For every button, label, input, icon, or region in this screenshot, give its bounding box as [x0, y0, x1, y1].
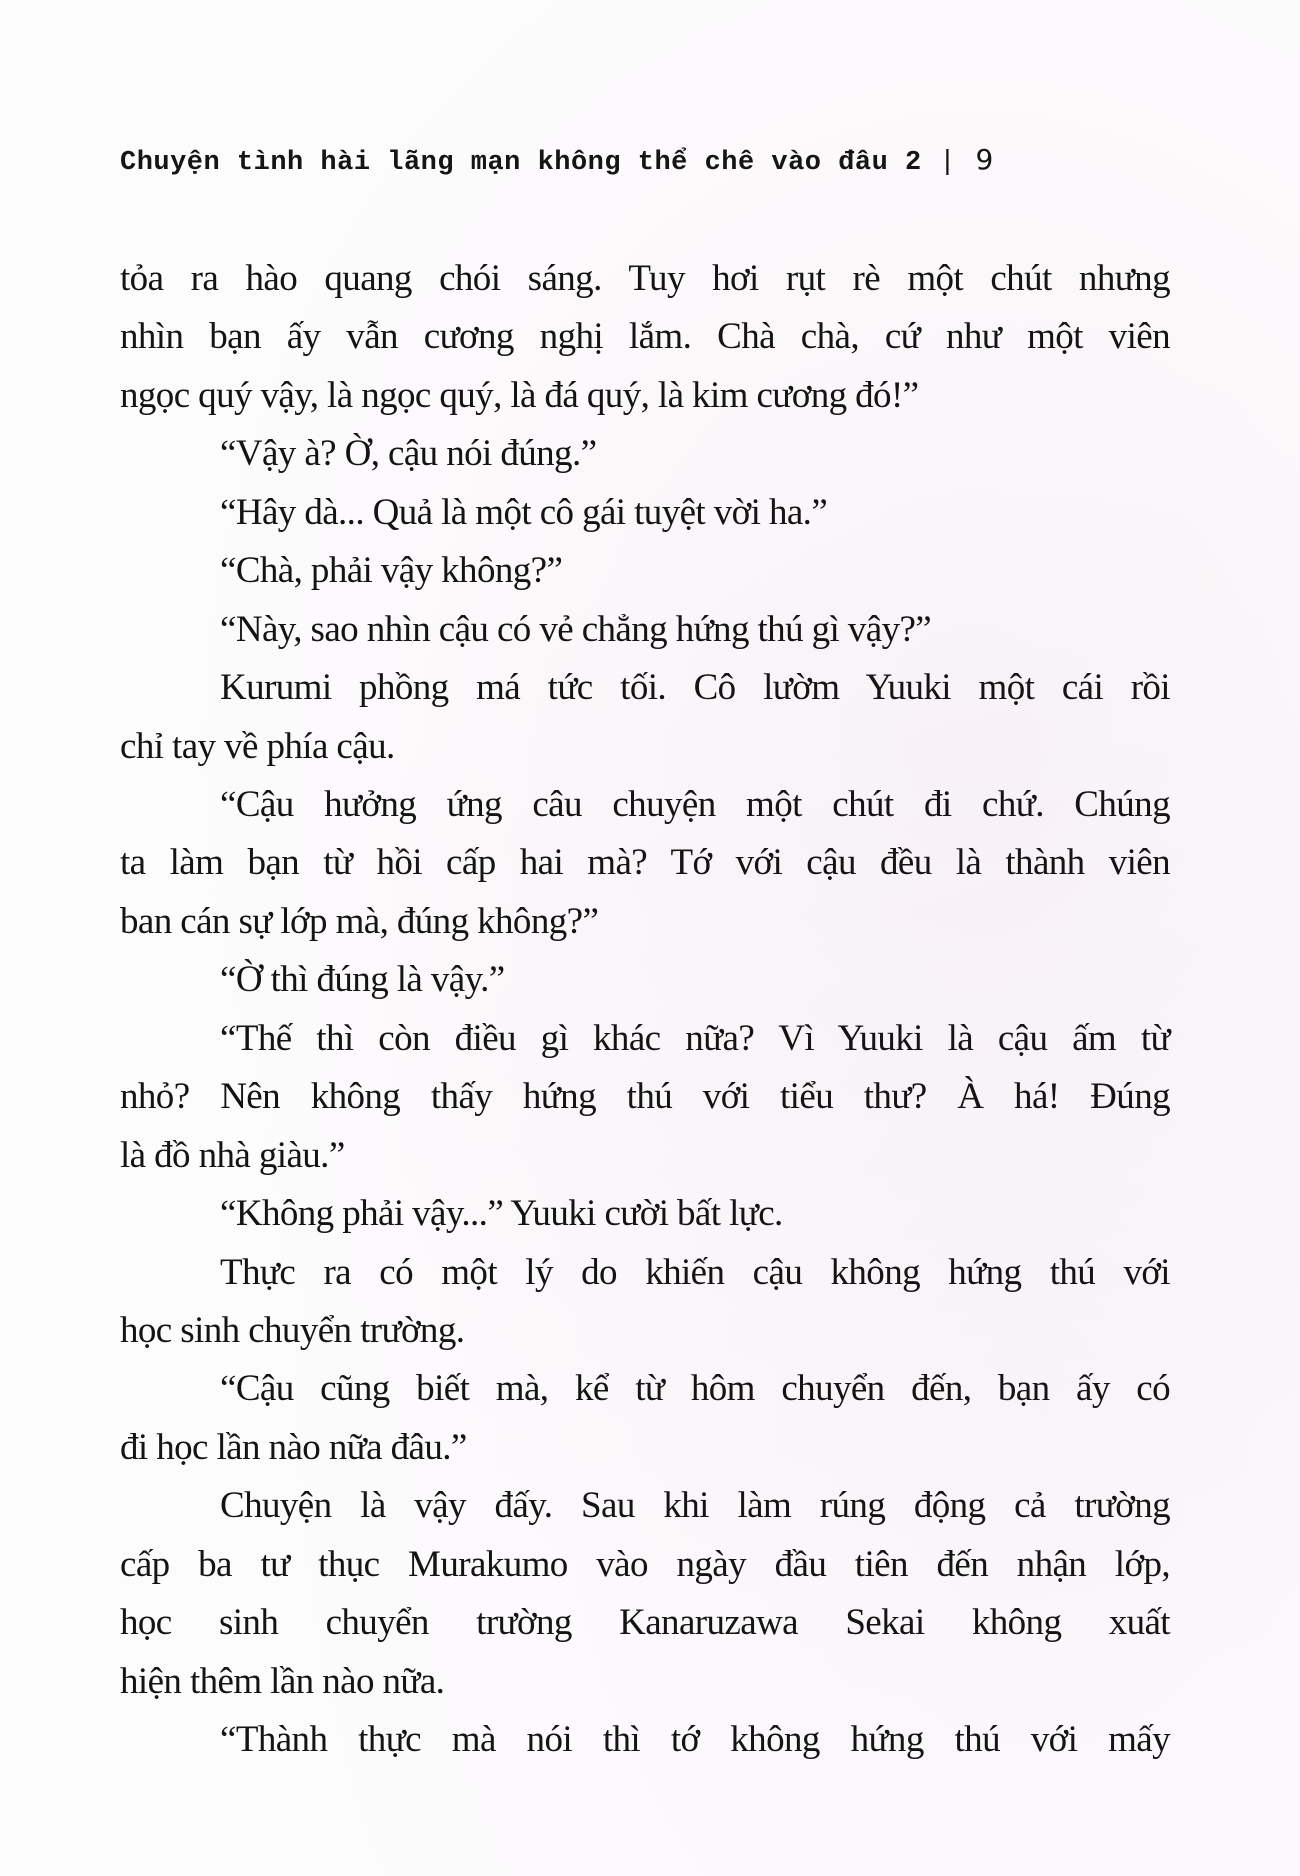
text-line: ta làm bạn từ hồi cấp hai mà? Tớ với cậu đều là thành viên [120, 842, 1170, 883]
text-line: “Thành thực mà nói thì tớ không hứng thú với mấy [220, 1719, 1170, 1760]
text-line: “Hây dà... Quả là một cô gái tuyệt vời ha.” [220, 492, 828, 533]
text-line: “Cậu hưởng ứng câu chuyện một chút đi chứ. Chúng [220, 784, 1170, 825]
text-line: Chuyện là vậy đấy. Sau khi làm rúng động cả trường [220, 1485, 1170, 1526]
text-line: “Chà, phải vậy không?” [220, 550, 563, 591]
text-line: “Ờ thì đúng là vậy.” [220, 959, 505, 1000]
text-line: “Vậy à? Ờ, cậu nói đúng.” [220, 433, 597, 474]
text-line: tỏa ra hào quang chói sáng. Tuy hơi rụt rè một chút nhưng [120, 258, 1170, 299]
text-line: “Không phải vậy...” Yuuki cười bất lực. [220, 1193, 783, 1234]
text-line: là đồ nhà giàu.” [120, 1135, 345, 1176]
text-line: nhỏ? Nên không thấy hứng thú với tiểu thư? À há! Đúng [120, 1076, 1170, 1117]
book-title: Chuyện tình hài lãng mạn không thể chê vào đâu 2 [120, 148, 922, 178]
text-line: “Này, sao nhìn cậu có vẻ chẳng hứng thú gì vậy?” [220, 609, 932, 650]
text-line: học sinh chuyển trường Kanaruzawa Sekai không xuất [120, 1602, 1170, 1643]
text-line: Thực ra có một lý do khiến cậu không hứng thú với [220, 1252, 1170, 1293]
text-line: ban cán sự lớp mà, đúng không?” [120, 901, 599, 942]
text-line: “Thế thì còn điều gì khác nữa? Vì Yuuki là cậu ấm từ [220, 1018, 1170, 1059]
page-number: 9 [975, 143, 994, 176]
text-line: “Cậu cũng biết mà, kể từ hôm chuyển đến, bạn ấy có [220, 1368, 1170, 1409]
text-line: nhìn bạn ấy vẫn cương nghị lắm. Chà chà, cứ như một viên [120, 316, 1170, 357]
text-line: chỉ tay về phía cậu. [120, 726, 395, 767]
header-separator: | [943, 144, 952, 175]
text-line: học sinh chuyển trường. [120, 1310, 465, 1351]
text-line: cấp ba tư thục Murakumo vào ngày đầu tiên đến nhận lớp, [120, 1544, 1170, 1585]
text-line: đi học lần nào nữa đâu.” [120, 1427, 467, 1468]
text-line: hiện thêm lần nào nữa. [120, 1661, 445, 1702]
text-line: Kurumi phồng má tức tối. Cô lườm Yuuki một cái rồi [220, 667, 1170, 708]
text-line: ngọc quý vậy, là ngọc quý, là đá quý, là kim cương đó!” [120, 375, 919, 416]
